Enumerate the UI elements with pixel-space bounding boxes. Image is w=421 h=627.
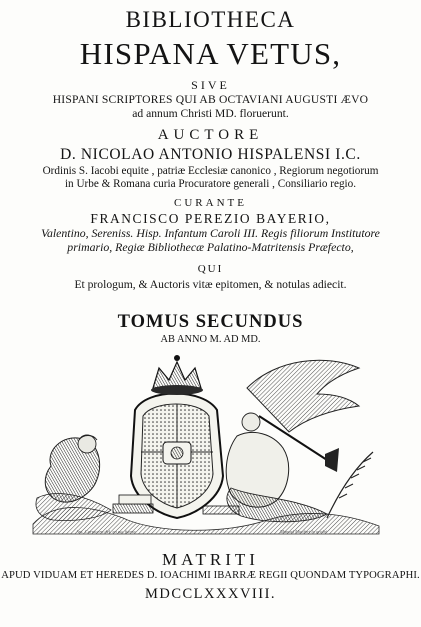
author-name: D. NICOLAO ANTONIO HISPALENSI I.C. [60, 146, 361, 163]
author-titles-line-2: in Urbe & Romana curia Procuratore generali , Consiliario regio. [64, 178, 357, 190]
engraving-caption-left: Ant. Carnicero del. en ag. fuerte [76, 529, 136, 534]
title-line-2: HISPANA VETUS, [79, 36, 342, 71]
volume-title: TOMUS SECUNDUS [117, 312, 304, 332]
sive-label: SIVE [191, 78, 230, 92]
subtitle-line-2: ad annum Christi MD. floruerunt. [132, 107, 289, 120]
volume-range: AB ANNO M. AD MD. [160, 334, 261, 345]
auctor-label: AUCTORE [157, 127, 264, 143]
imprint-printer: APUD VIDUAM ET HEREDES D. IOACHIMI IBARRÆ REGII QUONDAM TYPOGRAPHI. [1, 570, 420, 581]
curante-label: CURANTE [174, 197, 247, 209]
qui-label: QUI [197, 263, 224, 275]
author-titles-line-1: Ordinis S. Iacobi equite , patriæ Ecclesiæ canonico , Regiorum negotiorum [42, 165, 379, 177]
curator-name: FRANCISCO PEREZIO BAYERIO, [90, 211, 331, 226]
curator-titles-line-1: Valentino, Sereniss. Hisp. Infantum Caroli III. Regis filiorum Institutore [41, 226, 380, 240]
engraving-caption-right: Manuel Monfort lo grabó [280, 529, 328, 534]
subtitle-line-1: HISPANI SCRIPTORES QUI AB OCTAVIANI AUGUSTI ÆVO [52, 93, 369, 106]
engraving-image [27, 348, 389, 544]
imprint-city: MATRITI [162, 550, 259, 569]
prologue-line: Et prologum, & Auctoris vitæ epitomen, & notulas adiecit. [74, 278, 347, 291]
imprint-year: MDCCLXXXVIII. [144, 586, 277, 602]
curator-titles-line-2: primario, Regiæ Bibliothecæ Palatino-Matritensis Præfecto, [67, 240, 354, 254]
title-line-1: BIBLIOTHECA [125, 7, 296, 32]
